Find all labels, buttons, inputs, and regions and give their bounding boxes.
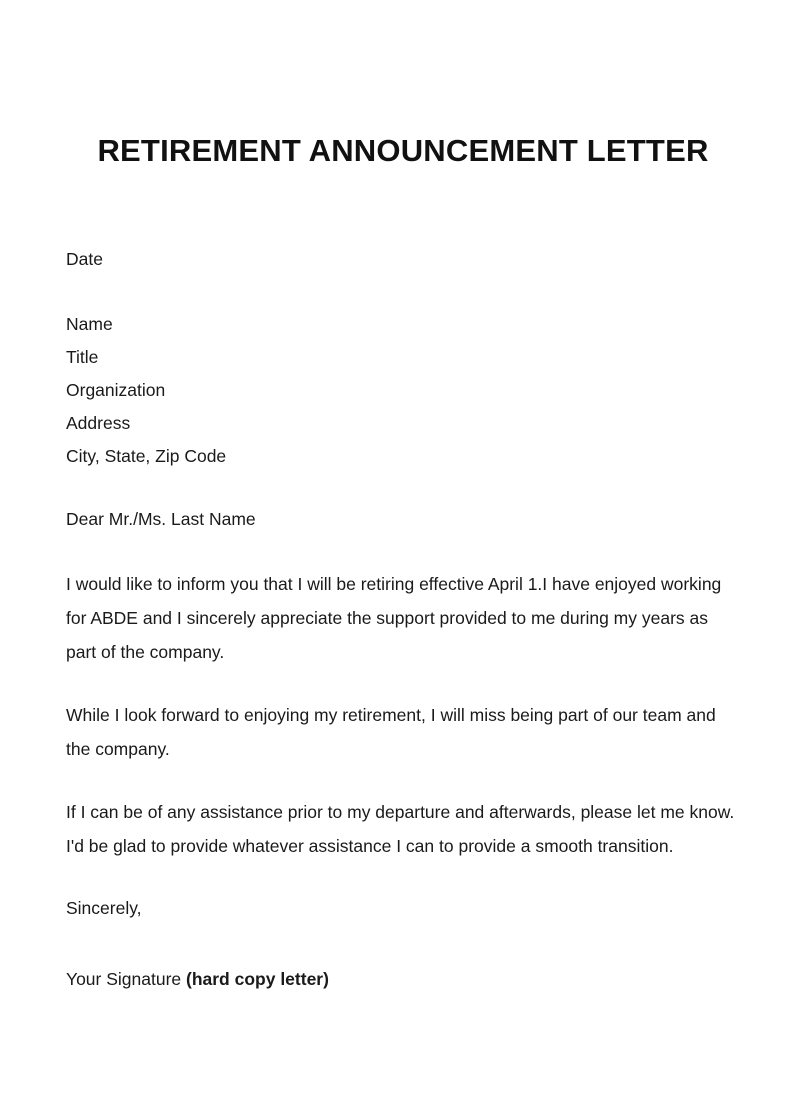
recipient-address: Address (66, 413, 131, 433)
spacer-after-date (66, 276, 738, 308)
spacer-before-signature (66, 925, 738, 963)
recipient-name: Name (66, 314, 113, 334)
spacer-after-salutation (66, 536, 738, 567)
body-paragraph-3: If I can be of any assistance prior to my departure and afterwards, please let me know. I'd be glad to provide whatever assistance I can to provide a smooth transition. (66, 802, 735, 856)
recipient-city-state-zip: City, State, Zip Code (66, 446, 227, 466)
page-title: RETIREMENT ANNOUNCEMENT LETTER (97, 133, 709, 168)
closing: Sincerely, (66, 898, 142, 918)
spacer-paragraph-2 (66, 766, 738, 795)
spacer-paragraph-3 (66, 863, 738, 892)
recipient-address-block (66, 308, 738, 473)
spacer-paragraph-1 (66, 669, 738, 698)
recipient-organization: Organization (66, 380, 166, 400)
salutation: Dear Mr./Ms. Last Name (66, 509, 256, 529)
date-line: Date (66, 249, 103, 269)
signature-note: (hard copy letter) (186, 969, 329, 989)
recipient-title: Title (66, 347, 99, 367)
body-paragraph-1: I would like to inform you that I will be retiring effective April 1.I have enjoyed working for ABDE and I sincerely appreciate the support provided to me during my years as part of the company. (66, 574, 722, 662)
signature-name: Your Signature (66, 969, 186, 989)
letter-body (66, 243, 738, 996)
signature-line (66, 963, 738, 996)
body-paragraph-2: While I look forward to enjoying my retirement, I will miss being part of our team and the company. (66, 705, 716, 759)
spacer-after-address (66, 473, 738, 503)
